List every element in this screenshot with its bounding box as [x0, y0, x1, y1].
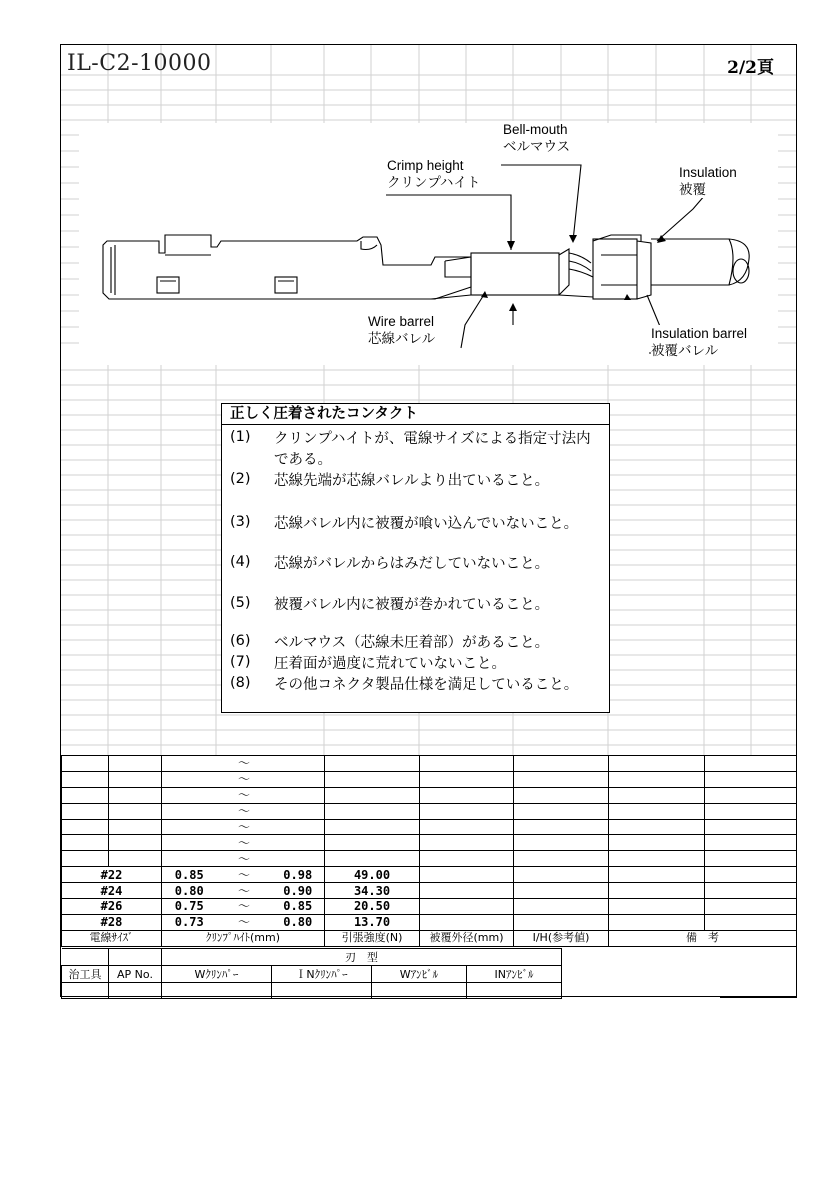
table-row [62, 914, 797, 930]
label-insulation-barrel-jp: 被覆バレル [651, 343, 719, 358]
crimp-min-cell: 0.73 [162, 914, 217, 930]
table-row [62, 966, 562, 983]
wire-size-cell: #22 [62, 867, 162, 883]
criteria-text: 芯線がバレルからはみだしていないこと。 [274, 556, 550, 572]
table-row [62, 949, 562, 966]
tilde-mark: ～ [217, 835, 272, 851]
header-insulation-od: 被覆外径(mm) [420, 930, 514, 946]
label-insulation-barrel-en: Insulation barrel [651, 326, 748, 341]
criteria-number: (5) [230, 595, 251, 611]
table-row [62, 835, 797, 851]
criteria-number: (7) [230, 654, 251, 670]
header-crimp-height: ｸﾘﾝﾌﾟﾊｲﾄ(mm) [162, 930, 325, 946]
criteria-number: (1) [230, 429, 251, 445]
table-header-row [62, 930, 797, 946]
page-number: 2/2頁 [727, 58, 774, 78]
header-pull-strength: 引張強度(N) [325, 930, 420, 946]
criteria-text: 芯線先端が芯線バレルより出ていること。 [274, 473, 550, 489]
table-row [62, 883, 797, 899]
table-row [62, 983, 562, 999]
criteria-text: その他コネクタ製品仕様を満足していること。 [274, 677, 579, 693]
label-insulation-jp: 被覆 [679, 182, 706, 197]
w-anvil-label: Wｱﾝﾋﾞﾙ [372, 966, 467, 983]
wire-barrel [445, 257, 471, 277]
label-wire-barrel-en: Wire barrel [368, 314, 435, 329]
table-row [62, 787, 797, 803]
jig-label: 治工具 [62, 966, 109, 983]
tilde-mark: ～ [217, 867, 272, 883]
criteria-number: (8) [230, 675, 251, 691]
signature-line [720, 997, 797, 998]
crimp-min-cell: 0.80 [162, 883, 217, 899]
label-bell-mouth-jp: ベルマウス [503, 139, 571, 154]
contact-body [103, 235, 471, 299]
criteria-number: (4) [230, 554, 251, 570]
header-wire-size: 電線ｻｲｽﾞ [62, 930, 162, 946]
wire-size-cell: #28 [62, 914, 162, 930]
document-title: IL-C2-10000 [67, 51, 212, 76]
ap-no-label: AP No. [109, 966, 162, 983]
criteria-heading: 正しく圧着されたコンタクト [222, 404, 609, 425]
w-crimper-label: Wｸﾘﾝﾊﾟｰ [162, 966, 272, 983]
criteria-number: (3) [230, 514, 251, 530]
tilde-mark: ～ [217, 899, 272, 915]
criteria-text: クリンプハイトが、電線サイズによる指定寸法内である。 [274, 431, 591, 468]
pull-strength-cell: 13.70 [325, 914, 420, 930]
wire-size-cell: #26 [62, 899, 162, 915]
tilde-mark: ～ [217, 883, 272, 899]
criteria-text: ベルマウス（芯線未圧着部）があること。 [274, 635, 550, 651]
tooling-table [61, 948, 562, 999]
in-crimper-label: ＩNｸﾘﾝﾊﾟｰ [272, 966, 372, 983]
table-row [62, 819, 797, 835]
table-row [62, 899, 797, 915]
criteria-text: 圧着面が過度に荒れていないこと。 [274, 656, 506, 672]
label-wire-barrel-jp: 芯線バレル [368, 331, 436, 346]
table-row [62, 851, 797, 867]
crimp-spec-table [61, 755, 797, 947]
table-row [62, 756, 797, 772]
crimp-max-cell: 0.90 [272, 883, 325, 899]
tilde-mark: ～ [217, 851, 272, 867]
label-crimp-height-jp: クリンプハイト [387, 175, 481, 190]
wire-size-cell: #24 [62, 883, 162, 899]
crimp-min-cell: 0.75 [162, 899, 217, 915]
tilde-mark: ～ [217, 771, 272, 787]
pull-strength-cell: 49.00 [325, 867, 420, 883]
tilde-mark: ～ [217, 787, 272, 803]
criteria-text: 被覆バレル内に被覆が巻かれていること。 [274, 597, 550, 613]
crimp-max-cell: 0.98 [272, 867, 325, 883]
header-ih: I/H(参考値) [514, 930, 609, 946]
criteria-number: (2) [230, 471, 251, 487]
crimp-max-cell: 0.80 [272, 914, 325, 930]
in-anvil-label: INｱﾝﾋﾞﾙ [467, 966, 562, 983]
insulated-wire [651, 239, 733, 285]
table-row [62, 803, 797, 819]
tilde-mark: ～ [217, 819, 272, 835]
table-row [62, 867, 797, 883]
tilde-mark: ～ [217, 914, 272, 930]
document-sheet [60, 44, 797, 997]
criteria-number: (6) [230, 633, 251, 649]
label-bell-mouth-en: Bell-mouth [503, 122, 568, 137]
label-crimp-height-en: Crimp height [387, 158, 464, 173]
tilde-mark: ～ [217, 803, 272, 819]
die-type-header: 刃 型 [162, 949, 562, 966]
pull-strength-cell: 20.50 [325, 899, 420, 915]
crimp-criteria-box [221, 403, 610, 713]
criteria-text: 芯線バレル内に被覆が喰い込んでいないこと。 [274, 516, 579, 532]
label-insulation-en: Insulation [679, 165, 737, 180]
insulation-barrel [593, 239, 637, 299]
crimp-max-cell: 0.85 [272, 899, 325, 915]
pull-strength-cell: 34.30 [325, 883, 420, 899]
crimp-min-cell: 0.85 [162, 867, 217, 883]
header-remarks: 備 考 [609, 930, 797, 946]
table-row [62, 771, 797, 787]
tilde-mark: ～ [217, 756, 272, 772]
